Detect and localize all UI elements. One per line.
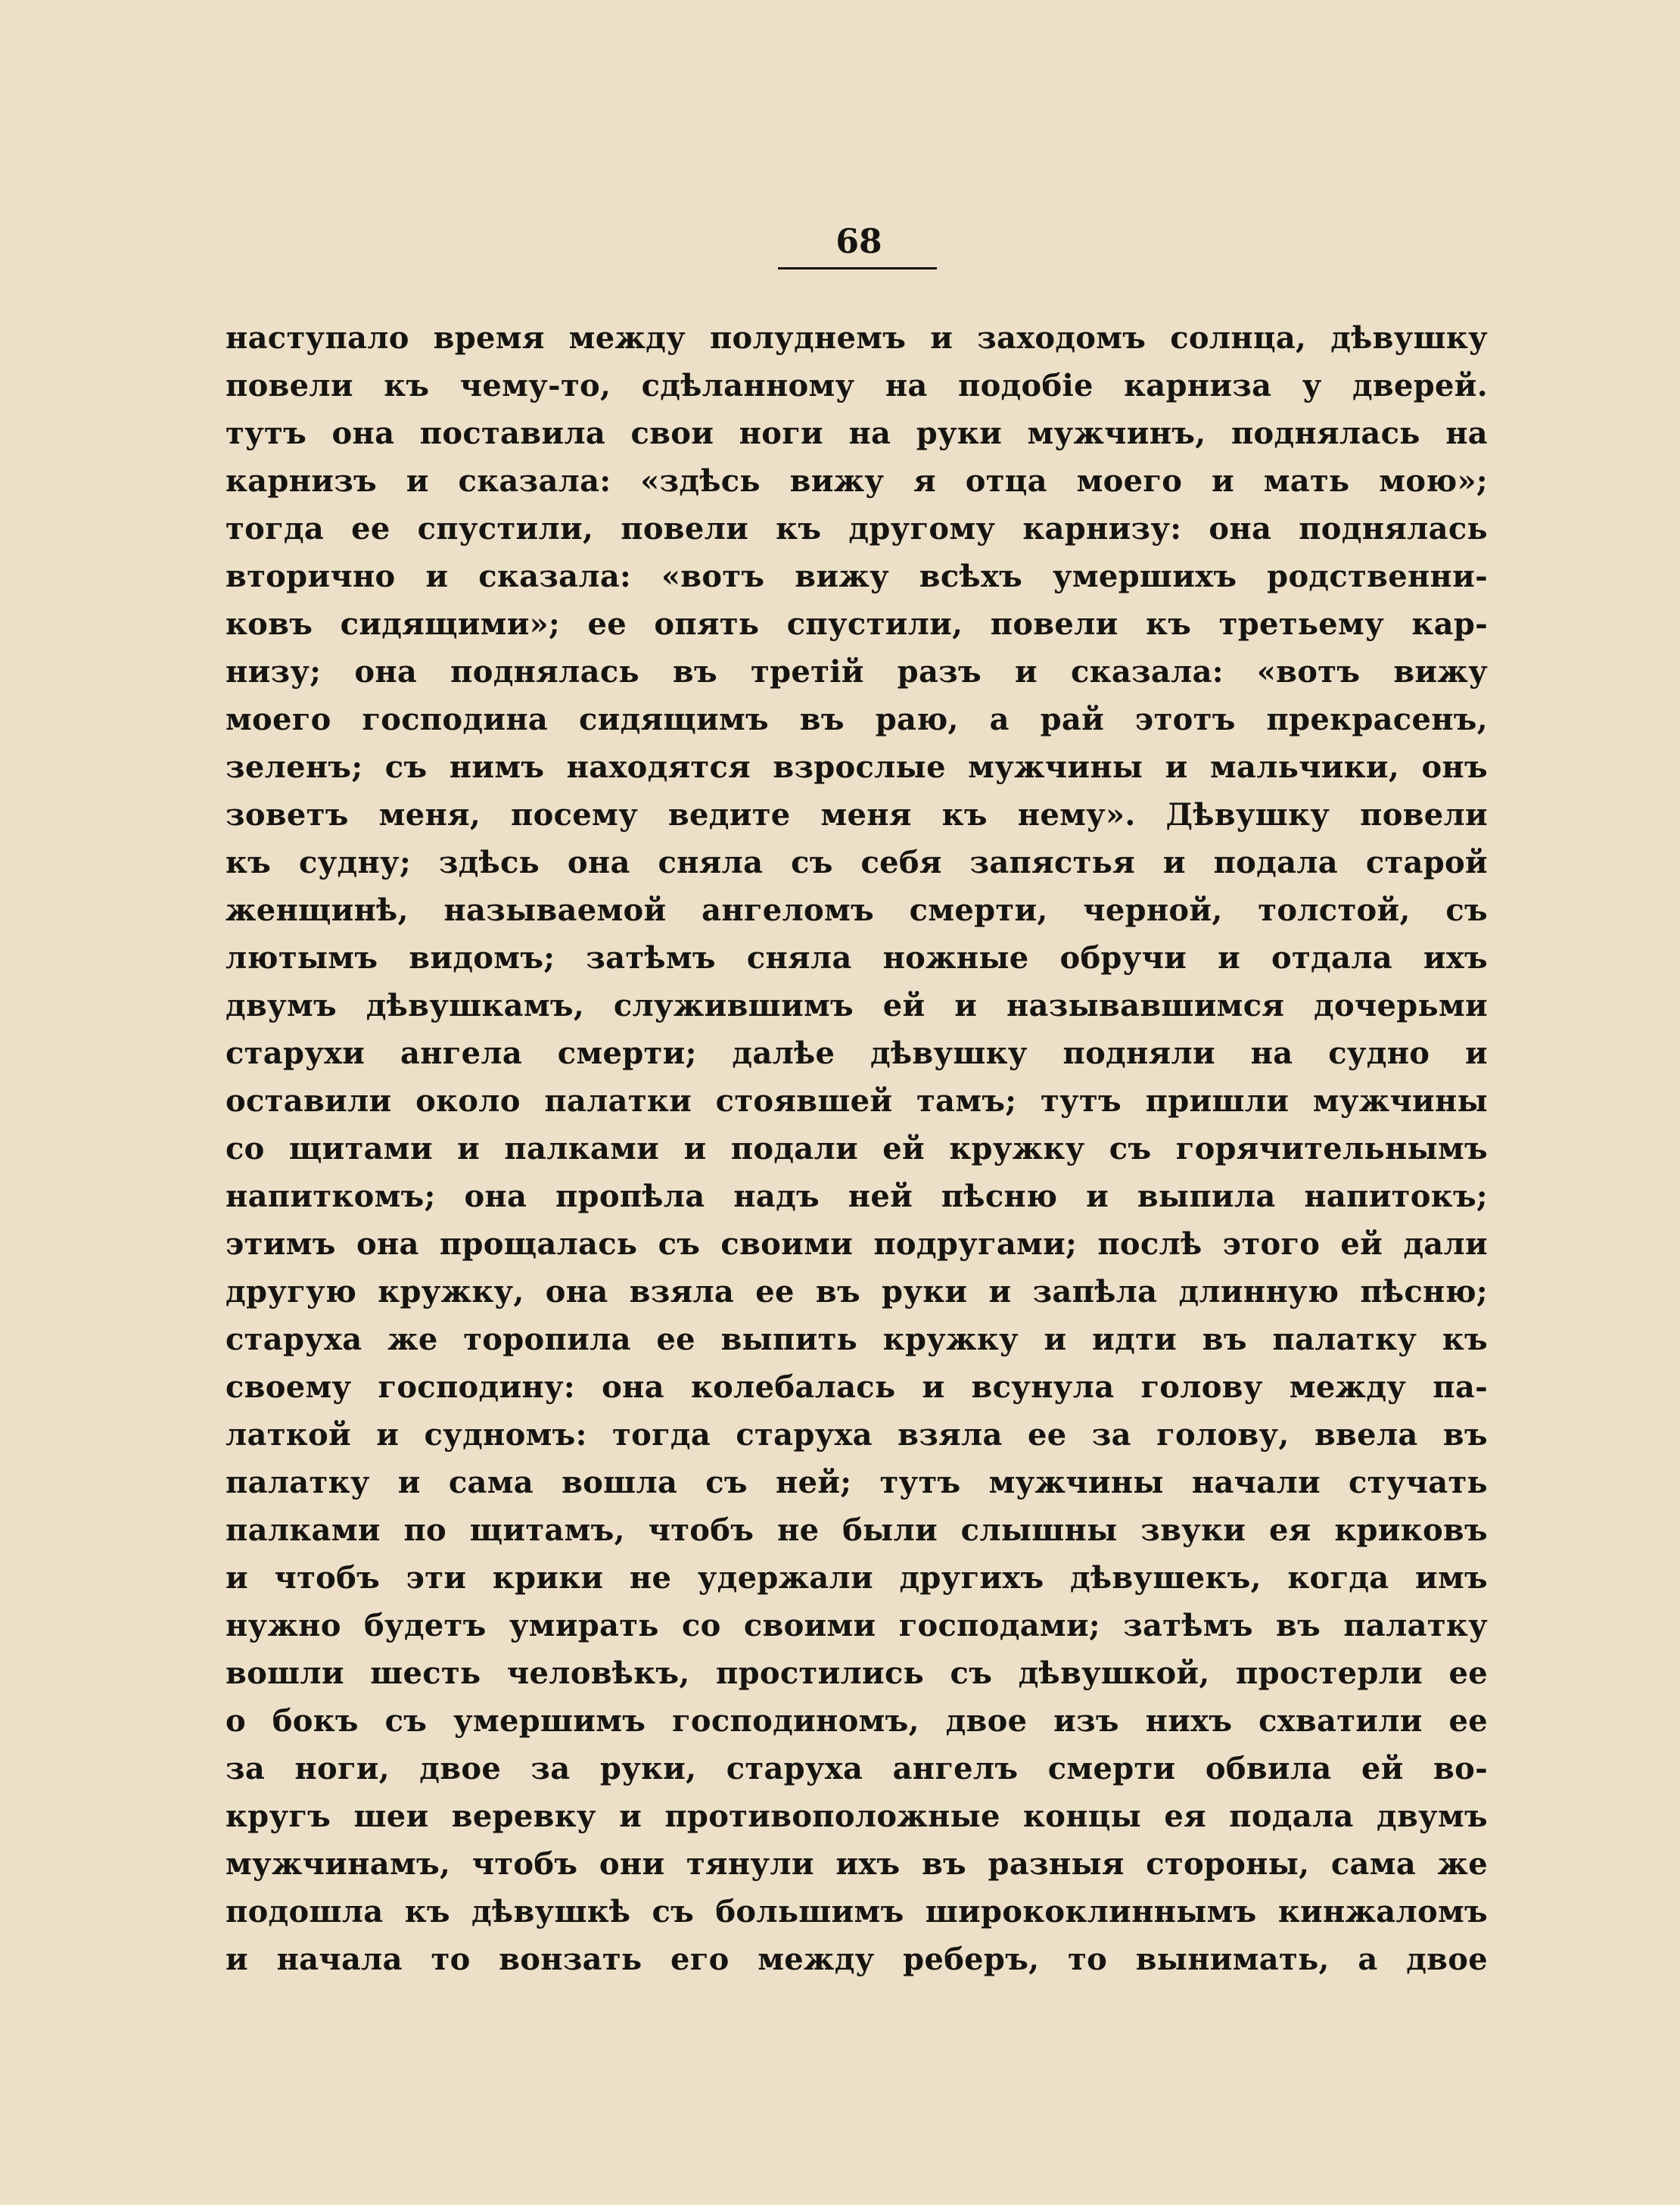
text-line: о бокъ съ умершимъ господиномъ, двое изъ нихъ схватили ее [226, 1703, 1488, 1739]
text-line: ковъ сидящими»; ее опять спустили, повели къ третьему кар- [226, 606, 1488, 642]
text-line: кругъ шеи веревку и противоположные концы ея подала двумъ [226, 1799, 1488, 1834]
text-line: моего господина сидящимъ въ раю, а рай этотъ прекрасенъ, [226, 702, 1488, 737]
text-line: нужно будетъ умирать со своими господами; затѣмъ въ палатку [226, 1608, 1488, 1643]
text-line: палатку и сама вошла съ ней; тутъ мужчины начали стучать [226, 1465, 1488, 1500]
text-line: низу; она поднялась въ третій разъ и сказала: «вотъ вижу [226, 654, 1488, 690]
header-rule [778, 267, 937, 269]
text-line: другую кружку, она взяла ее въ руки и запѣла длинную пѣсню; [226, 1274, 1488, 1310]
text-line: за ноги, двое за руки, старуха ангелъ смерти обвила ей во- [226, 1751, 1488, 1786]
text-line: вошли шесть человѣкъ, простились съ дѣвушкой, простерли ее [226, 1655, 1488, 1691]
text-line: повели къ чему-то, сдѣланному на подобіе карниза у дверей. [226, 368, 1488, 403]
text-line: старуха же торопила ее выпить кружку и идти въ палатку къ [226, 1322, 1488, 1357]
text-line: подошла къ дѣвушкѣ съ большимъ ширококлиннымъ кинжаломъ [226, 1894, 1488, 1929]
text-line: тогда ее спустили, повели къ другому карнизу: она поднялась [226, 511, 1488, 547]
text-line: мужчинамъ, чтобъ они тянули ихъ въ разныя стороны, сама же [226, 1846, 1488, 1882]
page-number: 68 [835, 223, 882, 261]
text-line: старухи ангела смерти; далѣе дѣвушку подняли на судно и [226, 1036, 1488, 1071]
text-line: двумъ дѣвушкамъ, служившимъ ей и называвшимся дочерьми [226, 988, 1488, 1023]
text-line: палками по щитамъ, чтобъ не были слышны звуки ея криковъ [226, 1512, 1488, 1548]
text-line: оставили около палатки стоявшей тамъ; тутъ пришли мужчины [226, 1083, 1488, 1119]
text-line: своему господину: она колебалась и всунула голову между па- [226, 1369, 1488, 1405]
text-line: и чтобъ эти крики не удержали другихъ дѣвушекъ, когда имъ [226, 1560, 1488, 1596]
text-line: лютымъ видомъ; затѣмъ сняла ножные обручи и отдала ихъ [226, 940, 1488, 976]
text-line: этимъ она прощалась съ своими подругами; послѣ этого ей дали [226, 1226, 1488, 1262]
text-line: со щитами и палками и подали ей кружку съ горячительнымъ [226, 1131, 1488, 1166]
text-line: зеленъ; съ нимъ находятся взрослые мужчины и мальчики, онъ [226, 749, 1488, 785]
text-line: и начала то вонзать его между реберъ, то вынимать, а двое [226, 1942, 1488, 1977]
text-line: зоветъ меня, посему ведите меня къ нему». Дѣвушку повели [226, 797, 1488, 833]
body-text [226, 314, 1488, 1983]
text-line: къ судну; здѣсь она сняла съ себя запястья и подала старой [226, 845, 1488, 880]
text-line: женщинѣ, называемой ангеломъ смерти, черной, толстой, съ [226, 892, 1488, 928]
text-line: латкой и судномъ: тогда старуха взяла ее за голову, ввела въ [226, 1417, 1488, 1453]
text-line: вторично и сказала: «вотъ вижу всѣхъ умершихъ родственни- [226, 559, 1488, 594]
text-line: напиткомъ; она пропѣла надъ ней пѣсню и выпила напитокъ; [226, 1179, 1488, 1214]
text-line: тутъ она поставила свои ноги на руки мужчинъ, поднялась на [226, 416, 1488, 451]
text-line: наступало время между полуднемъ и заходомъ солнца, дѣвушку [226, 320, 1488, 356]
text-line: карнизъ и сказала: «здѣсь вижу я отца моего и мать мою»; [226, 463, 1488, 499]
